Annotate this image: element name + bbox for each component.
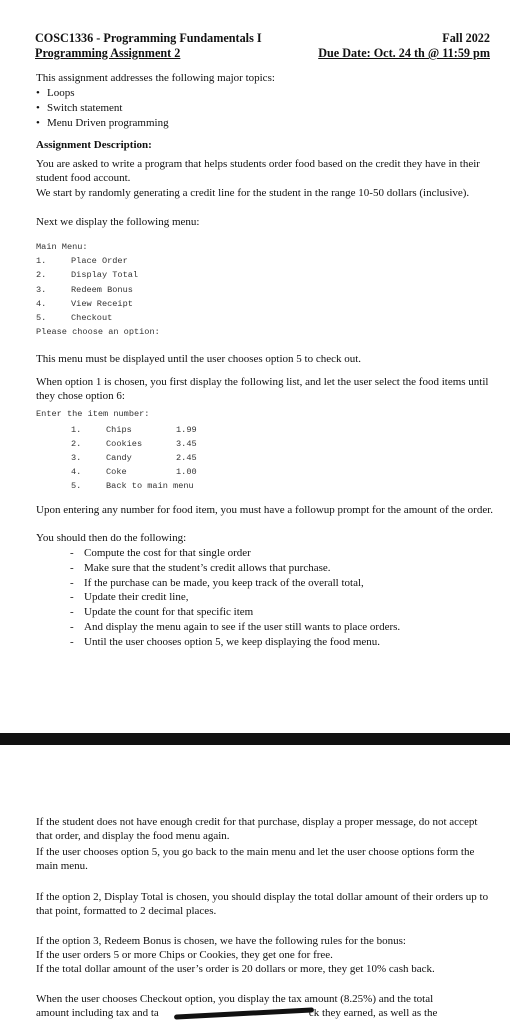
page2-para-8: amount including tax and ta ck they earned, as well as the (36, 1007, 438, 1019)
food-menu-listing (36, 407, 197, 493)
food-item-row: 3. Candy 2.45 (71, 453, 197, 463)
main-menu-title: Main Menu: (36, 242, 88, 252)
page2-para-1: If the student does not have enough credit for that purchase, display a proper message, do not accept that order, and display the food menu again. (36, 816, 478, 842)
page2-para-3: If the option 2, Display Total is chosen, you should display the total dollar amount of their orders up to that point, formatted to 2 decimal places. (36, 891, 489, 917)
topic-item: • Loops (36, 86, 169, 101)
topic-item: • Switch statement (36, 101, 169, 116)
main-menu-item: 3. Redeem Bonus (36, 284, 133, 295)
option1-paragraph: When option 1 is chosen, you first display the following list, and let the user select the food items until they chose option 6: (36, 376, 489, 402)
intro-text: This assignment addresses the following major topics: (36, 72, 275, 84)
followup-paragraph: Upon entering any number for food item, you must have a followup prompt for the amount of the order. (36, 504, 494, 516)
food-item-row: 1. Chips 1.99 (71, 425, 197, 435)
display-paragraph: This menu must be displayed until the user chooses option 5 to check out. (36, 353, 362, 365)
step-item: - If the purchase can be made, you keep track of the overall total, (70, 576, 400, 591)
step-item: - Until the user chooses option 5, we keep displaying the food menu. (70, 635, 400, 650)
term: Fall 2022 (442, 31, 490, 45)
food-item-row: 5. Back to main menu (71, 481, 194, 491)
page2-para-7: When the user chooses Checkout option, you display the tax amount (8.25%) and the total (36, 993, 434, 1005)
step-item: - Update the count for that specific item (70, 605, 400, 620)
main-menu-listing (36, 240, 160, 339)
should-paragraph: You should then do the following: (36, 532, 187, 544)
step-item: - Compute the cost for that single order (70, 546, 400, 561)
topics-list (36, 86, 169, 131)
step-item: - And display the menu again to see if the user still wants to place orders. (70, 620, 400, 635)
main-menu-item: 5. Checkout (36, 313, 113, 324)
main-menu-item: 2. Display Total (36, 270, 139, 281)
page2-para-4: If the option 3, Redeem Bonus is chosen, we have the following rules for the bonus: (36, 935, 406, 947)
header-left (35, 31, 262, 61)
main-menu-item: 4. View Receipt (36, 298, 133, 309)
topic-item: • Menu Driven programming (36, 116, 169, 131)
due-date: Due Date: Oct. 24 th @ 11:59 pm (318, 46, 490, 60)
main-menu-prompt: Please choose an option: (36, 327, 160, 338)
assignment-title: Programming Assignment 2 (35, 46, 181, 60)
food-item-row: 2. Cookies 3.45 (71, 439, 197, 449)
description-heading: Assignment Description: (36, 139, 152, 151)
steps-list (70, 546, 400, 650)
page2-para-6: If the total dollar amount of the user’s order is 20 dollars or more, they get 10% cash back. (36, 963, 435, 975)
food-menu-table (71, 423, 197, 493)
main-menu-item: 1. Place Order (36, 256, 128, 267)
page2-para-5: If the user orders 5 or more Chips or Cookies, they get one for free. (36, 949, 333, 961)
description-para-3: Next we display the following menu: (36, 216, 200, 228)
food-item-row: 4. Coke 1.00 (71, 467, 197, 477)
description-para-1: You are asked to write a program that helps students order food based on the credit they have in their student food account. (36, 158, 480, 184)
description-para-2: We start by randomly generating a credit line for the student in the range 10-50 dollars (inclusive). (36, 187, 470, 199)
food-menu-prompt: Enter the item number: (36, 409, 150, 419)
course-title: COSC1336 - Programming Fundamentals I (35, 31, 262, 45)
step-item: - Update their credit line, (70, 590, 400, 605)
page2-para-2: If the user chooses option 5, you go back to the main menu and let the user choose options form the main menu. (36, 846, 475, 872)
page-separator (0, 733, 510, 745)
step-item: - Make sure that the student’s credit allows that purchase. (70, 561, 400, 576)
header-right (318, 31, 490, 61)
